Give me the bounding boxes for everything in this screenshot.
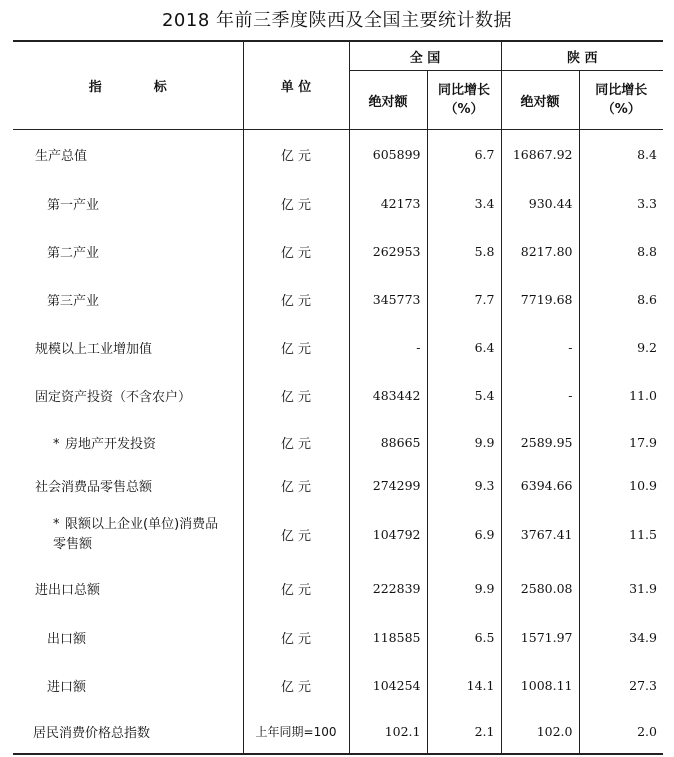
- national-absolute: 483442: [349, 372, 427, 420]
- row-name: 第三产业: [47, 294, 100, 309]
- shaanxi-growth: 2.0: [579, 710, 663, 754]
- national-absolute: 605899: [349, 130, 427, 180]
- shaanxi-absolute: -: [501, 372, 579, 420]
- header-national: 全 国: [349, 41, 501, 71]
- national-growth: 9.3: [427, 466, 501, 506]
- table-row: [13, 324, 663, 372]
- row-name: 第一产业: [47, 198, 100, 213]
- row-name-cell: [13, 420, 243, 466]
- row-name: 限额以上企业(单位)消费品零售额: [53, 516, 219, 552]
- shaanxi-growth: 27.3: [579, 662, 663, 710]
- shaanxi-absolute: 930.44: [501, 180, 579, 228]
- table-row: [13, 372, 663, 420]
- national-growth: 6.4: [427, 324, 501, 372]
- national-growth: 3.4: [427, 180, 501, 228]
- row-name: 居民消费价格总指数: [13, 710, 243, 754]
- table-title: 2018 年前三季度陕西及全国主要统计数据: [161, 10, 513, 31]
- national-absolute: 118585: [349, 614, 427, 662]
- row-unit: 亿 元: [243, 372, 349, 420]
- row-name: 第二产业: [47, 246, 100, 261]
- row-name: 出口额: [47, 632, 87, 647]
- national-absolute: 88665: [349, 420, 427, 466]
- shaanxi-growth: 34.9: [579, 614, 663, 662]
- shaanxi-growth: 8.8: [579, 228, 663, 276]
- header-national-absolute: 绝对额: [349, 71, 427, 130]
- row-unit: 亿 元: [243, 420, 349, 466]
- header-shaanxi-absolute: 绝对额: [501, 71, 579, 130]
- national-growth: 14.1: [427, 662, 501, 710]
- national-growth: 6.7: [427, 130, 501, 180]
- shaanxi-growth: 11.5: [579, 506, 663, 564]
- national-growth: 6.5: [427, 614, 501, 662]
- shaanxi-growth: 9.2: [579, 324, 663, 372]
- table-row: [13, 564, 663, 614]
- header-shaanxi-growth: 同比增长 （%）: [579, 71, 663, 130]
- national-absolute: 104792: [349, 506, 427, 564]
- national-absolute: 42173: [349, 180, 427, 228]
- header-unit: 单 位: [243, 41, 349, 130]
- national-absolute: 345773: [349, 276, 427, 324]
- national-growth: 7.7: [427, 276, 501, 324]
- national-absolute: 102.1: [349, 710, 427, 754]
- row-unit: 亿 元: [243, 564, 349, 614]
- row-name-cell: [13, 506, 243, 564]
- national-absolute: 222839: [349, 564, 427, 614]
- shaanxi-absolute: 1571.97: [501, 614, 579, 662]
- national-absolute: 262953: [349, 228, 427, 276]
- table-row: [13, 180, 663, 228]
- header-shaanxi: 陕 西: [501, 41, 663, 71]
- footnote-star: *: [53, 437, 60, 452]
- national-growth: 2.1: [427, 710, 501, 754]
- shaanxi-absolute: 3767.41: [501, 506, 579, 564]
- table-row: [13, 506, 663, 564]
- national-absolute: 104254: [349, 662, 427, 710]
- shaanxi-growth: 8.6: [579, 276, 663, 324]
- row-unit: 亿 元: [243, 614, 349, 662]
- footnote-star: *: [53, 516, 60, 532]
- national-growth: 5.8: [427, 228, 501, 276]
- row-name: 生产总值: [35, 149, 88, 165]
- row-unit: 亿 元: [243, 180, 349, 228]
- statistics-table: [13, 40, 663, 755]
- shaanxi-absolute: -: [501, 324, 579, 372]
- national-growth: 6.9: [427, 506, 501, 564]
- row-unit: 亿 元: [243, 130, 349, 180]
- row-name: 固定资产投资（不含农户）: [35, 390, 192, 405]
- shaanxi-absolute: 2580.08: [501, 564, 579, 614]
- row-unit: 上年同期=100: [243, 710, 349, 754]
- row-unit: 亿 元: [243, 662, 349, 710]
- national-growth: 9.9: [427, 420, 501, 466]
- header-national-growth: 同比增长 （%）: [427, 71, 501, 130]
- shaanxi-growth: 10.9: [579, 466, 663, 506]
- row-unit: 亿 元: [243, 324, 349, 372]
- shaanxi-growth: 8.4: [579, 130, 663, 180]
- shaanxi-absolute: 16867.92: [501, 130, 579, 180]
- table-row: [13, 130, 663, 180]
- shaanxi-growth: 11.0: [579, 372, 663, 420]
- national-growth: 9.9: [427, 564, 501, 614]
- row-name: 房地产开发投资: [65, 437, 157, 452]
- table-row: [13, 614, 663, 662]
- shaanxi-absolute: 8217.80: [501, 228, 579, 276]
- row-unit: 亿 元: [243, 276, 349, 324]
- shaanxi-absolute: 7719.68: [501, 276, 579, 324]
- table-row: [13, 710, 663, 754]
- table-row: [13, 228, 663, 276]
- table-row: [13, 466, 663, 506]
- shaanxi-absolute: 6394.66: [501, 466, 579, 506]
- row-unit: 亿 元: [243, 466, 349, 506]
- table-row: [13, 662, 663, 710]
- shaanxi-absolute: 1008.11: [501, 662, 579, 710]
- shaanxi-growth: 3.3: [579, 180, 663, 228]
- row-name: 进出口总额: [35, 583, 101, 598]
- national-absolute: 274299: [349, 466, 427, 506]
- national-growth: 5.4: [427, 372, 501, 420]
- row-name: 社会消费品零售总额: [35, 480, 153, 495]
- shaanxi-growth: 31.9: [579, 564, 663, 614]
- row-unit: 亿 元: [243, 506, 349, 564]
- national-absolute: -: [349, 324, 427, 372]
- shaanxi-absolute: 2589.95: [501, 420, 579, 466]
- row-name: 规模以上工业增加值: [35, 342, 153, 357]
- header-indicator: 指 标: [13, 41, 243, 130]
- table-row: [13, 276, 663, 324]
- row-unit: 亿 元: [243, 228, 349, 276]
- shaanxi-absolute: 102.0: [501, 710, 579, 754]
- row-name: 进口额: [47, 680, 87, 695]
- shaanxi-growth: 17.9: [579, 420, 663, 466]
- table-row: [13, 420, 663, 466]
